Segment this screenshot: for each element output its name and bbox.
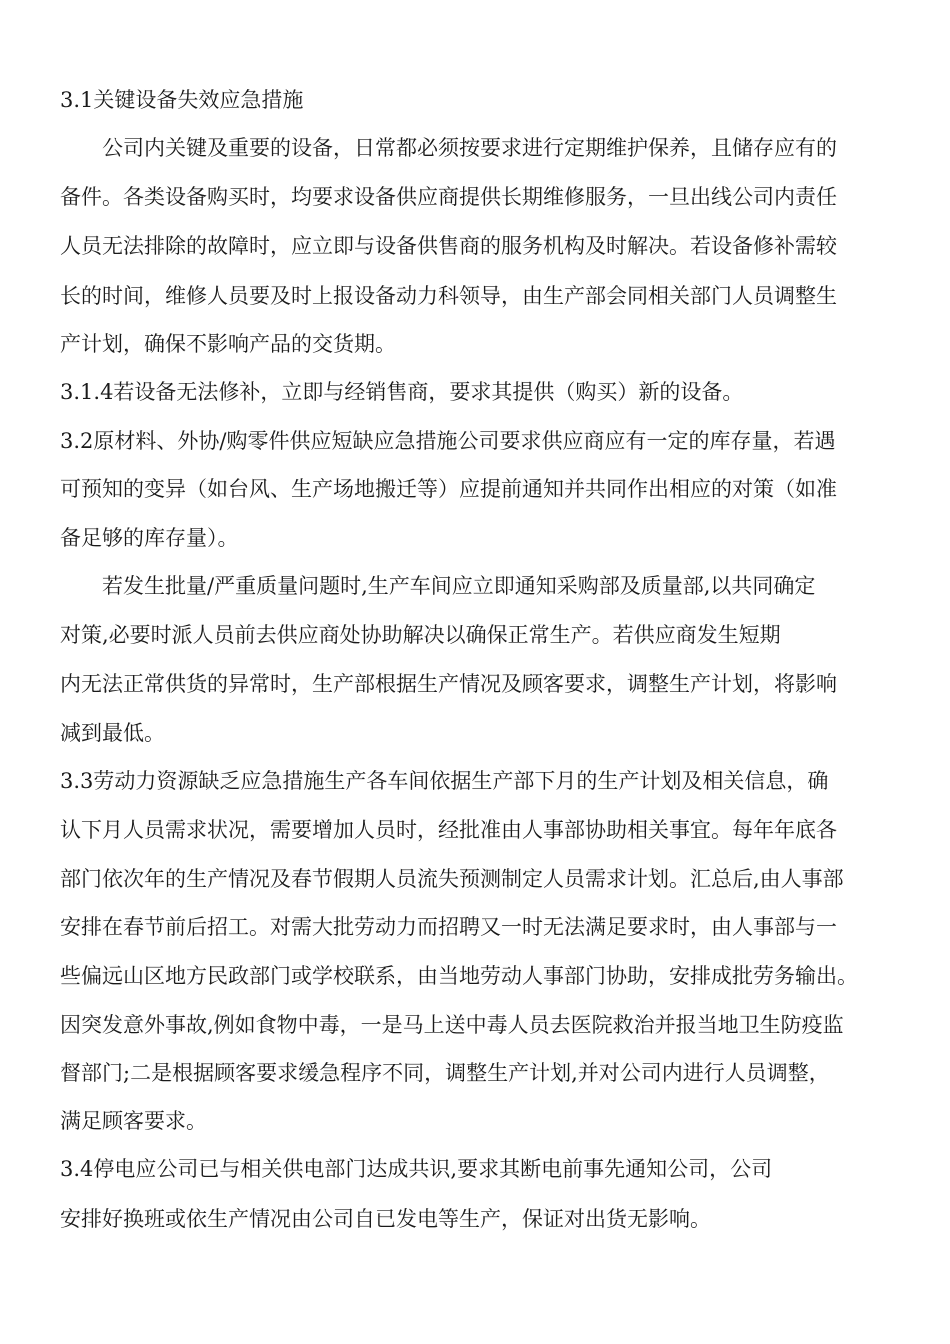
paragraph-line: 认下月人员需求状况，需要增加人员时，经批准由人事部协助相关事宜。每年年底各 <box>60 818 837 842</box>
paragraph-line: 产计划，确保不影响产品的交货期。 <box>60 332 396 356</box>
paragraph-line: 人员无法排除的故障时，应立即与设备供售商的服务机构及时解决。若设备修补需较 <box>60 234 837 258</box>
paragraph-line: 安排好换班或依生产情况由公司自已发电等生产，保证对出货无影响。 <box>60 1207 711 1231</box>
paragraph-line: 若发生批量/严重质量问题时,生产车间应立即通知采购部及质量部,以共同确定 <box>102 574 816 598</box>
section-heading-3-3: 3.3劳动力资源缺乏应急措施生产各车间依据生产部下月的生产计划及相关信息，确 <box>60 769 829 793</box>
paragraph-line-3-1-4: 3.1.4若设备无法修补，立即与经销售商，要求其提供（购买）新的设备。 <box>60 380 744 404</box>
paragraph-line: 些偏远山区地方民政部门或学校联系，由当地劳动人事部门协助，安排成批劳务输出。 <box>60 964 858 988</box>
section-heading-3-1: 3.1关键设备失效应急措施 <box>60 88 304 112</box>
section-heading-3-4: 3.4停电应公司已与相关供电部门达成共识,要求其断电前事先通知公司，公司 <box>60 1157 773 1181</box>
paragraph-line: 因突发意外事故,例如食物中毒，一是马上送中毒人员去医院救治并报当地卫生防疫监 <box>60 1013 844 1037</box>
paragraph-line: 对策,必要时派人员前去供应商处协助解决以确保正常生产。若供应商发生短期 <box>60 623 781 647</box>
paragraph-line: 备件。各类设备购买时，均要求设备供应商提供长期维修服务，一旦出线公司内责任 <box>60 185 837 209</box>
paragraph-line: 可预知的变异（如台风、生产场地搬迁等）应提前通知并共同作出相应的对策（如准 <box>60 477 837 501</box>
paragraph-line: 减到最低。 <box>60 721 165 745</box>
paragraph-line: 督部门;二是根据顾客要求缓急程序不同，调整生产计划,并对公司内进行人员调整， <box>60 1061 830 1085</box>
paragraph-line: 部门依次年的生产情况及春节假期人员流失预测制定人员需求计划。汇总后,由人事部 <box>60 867 844 891</box>
section-heading-3-2: 3.2原材料、外协/购零件供应短缺应急措施公司要求供应商应有一定的库存量，若遇 <box>60 429 836 453</box>
paragraph-line: 内无法正常供货的异常时，生产部根据生产情况及顾客要求，调整生产计划，将影响 <box>60 672 837 696</box>
paragraph-line: 备足够的库存量）。 <box>60 526 239 550</box>
paragraph-line: 满足顾客要求。 <box>60 1109 207 1133</box>
paragraph-line: 公司内关键及重要的设备，日常都必须按要求进行定期维护保养，且储存应有的 <box>102 136 837 160</box>
paragraph-line: 安排在春节前后招工。对需大批劳动力而招聘又一时无法满足要求时，由人事部与一 <box>60 915 837 939</box>
paragraph-line: 长的时间，维修人员要及时上报设备动力科领导，由生产部会同相关部门人员调整生 <box>60 284 837 308</box>
